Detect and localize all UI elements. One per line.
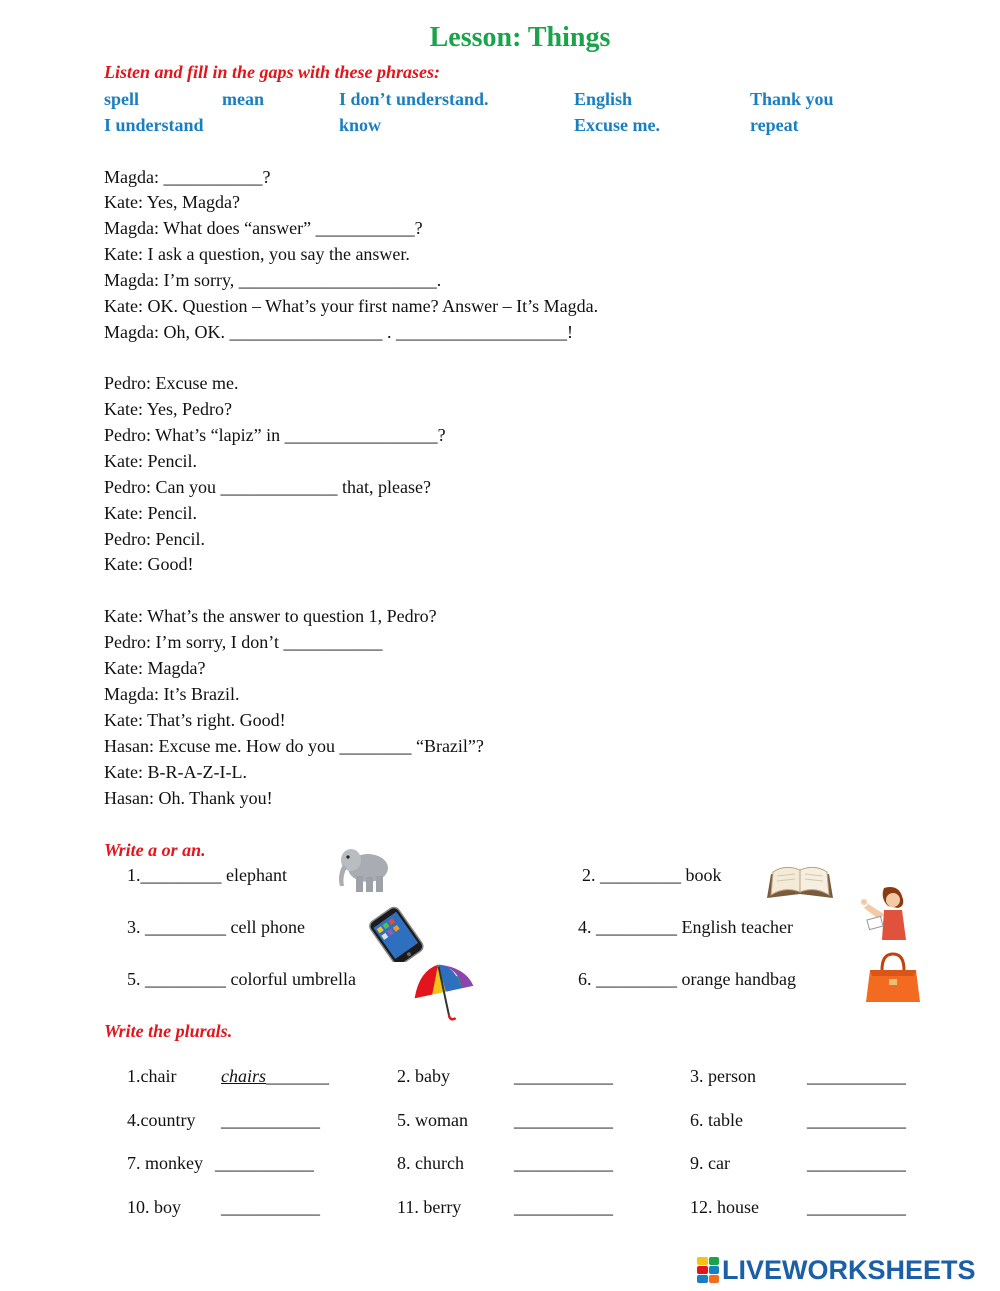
plural-word-5: 5. woman <box>397 1110 468 1130</box>
a-or-an-instruction: Write a or an. <box>104 840 206 860</box>
article-item-2: 2. _________ book <box>582 865 722 885</box>
example-answer-blank: _______ <box>266 1066 329 1086</box>
article-item-3: 3. _________ cell phone <box>127 917 305 937</box>
phrase-excuse-me: Excuse me. <box>574 115 660 135</box>
dialogue-line: Kate: Pencil. <box>104 503 197 523</box>
page-title: Lesson: Things <box>429 22 611 53</box>
plural-blank-11: ___________ <box>514 1197 613 1217</box>
phrase-english: English <box>574 89 633 109</box>
dialogue-line: Hasan: Oh. Thank you! <box>104 788 273 808</box>
article-item-5: 5. _________ colorful umbrella <box>127 969 356 989</box>
dialogue-line: Kate: Good! <box>104 554 194 574</box>
plural-blank-6: ___________ <box>807 1110 906 1130</box>
dialogue-line: Kate: That’s right. Good! <box>104 710 286 730</box>
umbrella-icon <box>410 962 478 1024</box>
plural-example-answer <box>221 1066 329 1087</box>
dialogue-line: Kate: Yes, Magda? <box>104 192 240 212</box>
plural-word-12: 12. house <box>690 1197 759 1217</box>
plural-blank-7: ___________ <box>215 1153 314 1173</box>
article-item-6: 6. _________ orange handbag <box>578 969 796 989</box>
plural-word-2: 2. baby <box>397 1066 450 1086</box>
dialogue-line: Pedro: Excuse me. <box>104 373 239 393</box>
plural-word-10: 10. boy <box>127 1197 181 1217</box>
logo-text: LIVEWORKSHEETS <box>722 1254 976 1285</box>
plural-word-1: 1.chair <box>127 1066 177 1086</box>
phrase-know: know <box>339 115 382 135</box>
dialogue-line: Kate: OK. Question – What’s your first name? Answer – It’s Magda. <box>104 296 599 316</box>
plural-word-7: 7. monkey <box>127 1153 203 1173</box>
dialogue-line: Magda: Oh, OK. _________________ . ___________________! <box>104 322 573 342</box>
elephant-icon <box>334 842 394 896</box>
plural-word-8: 8. church <box>397 1153 464 1173</box>
dialogue-line: Kate: B-R-A-Z-I-L. <box>104 762 247 782</box>
phrase-thank-you: Thank you <box>750 89 834 109</box>
plural-word-3: 3. person <box>690 1066 756 1086</box>
plural-blank-9: ___________ <box>807 1153 906 1173</box>
phrase-repeat: repeat <box>750 115 799 135</box>
plural-blank-8: ___________ <box>514 1153 613 1173</box>
phrase-i-understand: I understand <box>104 115 204 135</box>
dialogue-line: Pedro: I’m sorry, I don’t ___________ <box>104 632 383 652</box>
teacher-icon <box>858 884 916 942</box>
plural-word-6: 6. table <box>690 1110 743 1130</box>
dialogue-line: Magda: It’s Brazil. <box>104 684 240 704</box>
example-answer-text: chairs <box>221 1066 266 1086</box>
phrase-spell: spell <box>104 89 140 109</box>
plural-blank-10: ___________ <box>221 1197 320 1217</box>
plural-blank-3: ___________ <box>807 1066 906 1086</box>
plurals-instruction: Write the plurals. <box>104 1021 233 1041</box>
plural-word-4: 4.country <box>127 1110 196 1130</box>
dialogue-line: Magda: What does “answer” ___________? <box>104 218 423 238</box>
dialogue-line: Kate: What’s the answer to question 1, Pedro? <box>104 606 437 626</box>
dialogue-line: Pedro: Pencil. <box>104 529 205 549</box>
phrase-mean: mean <box>222 89 264 109</box>
dialogue-line: Kate: I ask a question, you say the answer. <box>104 244 410 264</box>
article-item-4: 4. _________ English teacher <box>578 917 793 937</box>
phrase-i-dont-understand: I don’t understand. <box>339 89 489 109</box>
dialogue-line: Pedro: What’s “lapiz” in _________________? <box>104 425 446 445</box>
plural-blank-12: ___________ <box>807 1197 906 1217</box>
plural-word-9: 9. car <box>690 1153 730 1173</box>
article-item-1: 1._________ elephant <box>127 865 287 885</box>
dialogue-line: Kate: Magda? <box>104 658 206 678</box>
plural-blank-2: ___________ <box>514 1066 613 1086</box>
plural-word-11: 11. berry <box>397 1197 462 1217</box>
dialogue-line: Kate: Yes, Pedro? <box>104 399 232 419</box>
dialogue-line: Pedro: Can you _____________ that, please? <box>104 477 431 497</box>
liveworksheets-logo[interactable] <box>697 1256 976 1284</box>
dialogue-line: Hasan: Excuse me. How do you ________ “Brazil”? <box>104 736 484 756</box>
dialogue-line: Magda: ___________? <box>104 167 271 187</box>
plural-blank-5: ___________ <box>514 1110 613 1130</box>
phone-icon <box>362 906 430 962</box>
dialogue-line: Magda: I’m sorry, ______________________. <box>104 270 442 290</box>
dialogue-line: Kate: Pencil. <box>104 451 197 471</box>
logo-mark-icon <box>697 1257 719 1283</box>
handbag-icon <box>864 952 922 1006</box>
book-icon <box>765 864 835 902</box>
fill-gaps-instruction: Listen and fill in the gaps with these phrases: <box>104 62 441 82</box>
plural-blank-4: ___________ <box>221 1110 320 1130</box>
